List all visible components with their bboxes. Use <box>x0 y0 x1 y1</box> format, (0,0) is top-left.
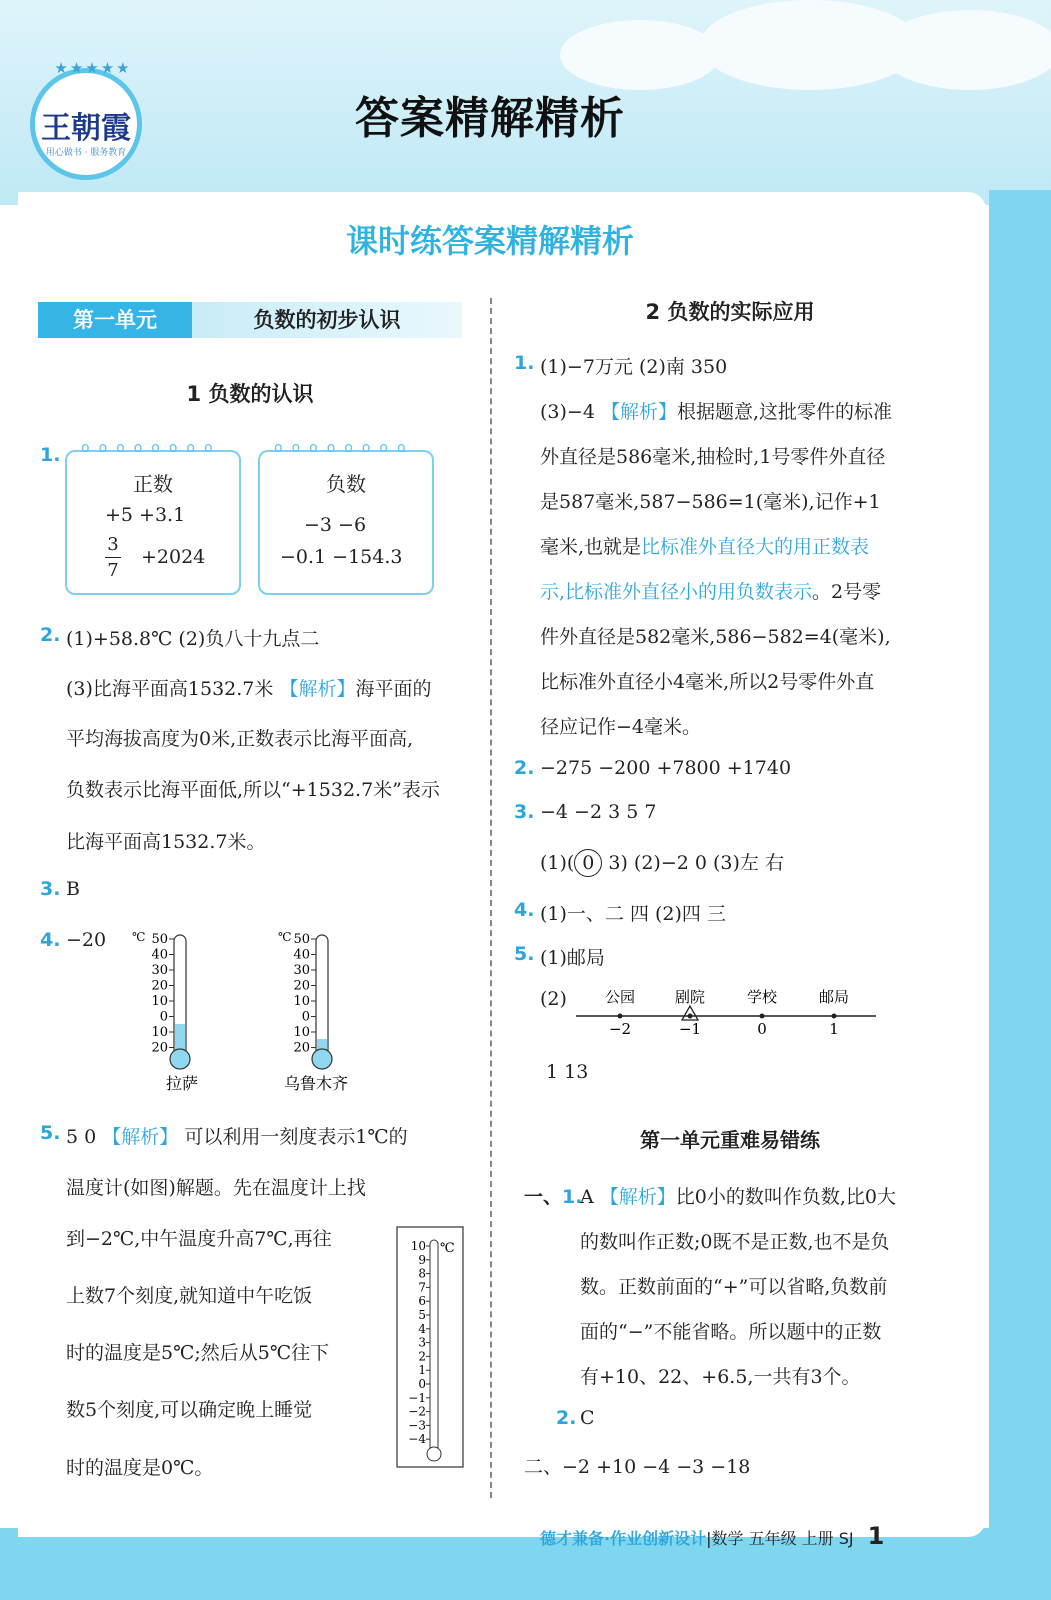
answer-line: 负数表示比海平面低,所以“+1532.7米”表示 <box>66 779 440 801</box>
analysis-tag: 【解析】 <box>599 1186 676 1208</box>
cloud-decoration <box>560 20 720 90</box>
analysis-tag: 【解析】 <box>600 401 677 423</box>
scale-label: 10 <box>151 994 168 1009</box>
question-number: 3. <box>40 878 61 900</box>
scale-label: 40 <box>293 947 310 963</box>
place-label: 学校 <box>746 988 778 1006</box>
footer-brand: 德才兼备·作业创新设计 <box>540 1529 707 1548</box>
answer-text: A <box>580 1186 600 1208</box>
unit-topic: 负数的初步认识 <box>192 302 462 338</box>
answer-text: 5 0 <box>66 1126 103 1148</box>
footer-subject: |数学 五年级 上册 SJ <box>706 1529 854 1548</box>
scale-label: 50 <box>293 932 310 947</box>
answer-line: (1)一、二 四 (2)四 三 <box>540 903 726 925</box>
unit-label: 第一单元 <box>38 302 192 338</box>
lesson-title: 1 负数的认识 <box>186 382 314 406</box>
answer-line: 数5个刻度,可以确定晚上睡觉 <box>66 1399 313 1421</box>
fraction-bar <box>105 557 121 558</box>
city-label: 拉萨 <box>166 1074 199 1093</box>
answer-text: 毫米,也就是 <box>540 536 642 558</box>
page-border-bottom <box>0 1528 1051 1600</box>
scale-label: 0 <box>418 1377 426 1391</box>
answer-line <box>540 397 892 424</box>
scale-label: 5 <box>418 1308 426 1322</box>
answer-text: (3)比海平面高1532.7米 <box>66 678 280 700</box>
binder-rings-icon: oooooooo <box>274 440 415 456</box>
scale-label: 10 <box>293 994 310 1009</box>
fraction <box>103 534 123 581</box>
answer-line: (1)+58.8℃ (2)负八十九点二 <box>66 628 320 650</box>
scale-label: 30 <box>151 963 168 978</box>
answer-line <box>540 848 784 877</box>
answer-line: 数。正数前面的“+”可以省略,负数前 <box>580 1276 888 1298</box>
answer-line: 比海平面高1532.7米。 <box>66 831 266 853</box>
answer-line: −20 <box>66 929 107 951</box>
circled-answer: 0 <box>574 849 602 877</box>
question-number: 1. <box>40 444 61 466</box>
answer-line: 外直径是586毫米,抽检时,1号零件外直径 <box>540 446 886 468</box>
scale-label: 40 <box>151 947 168 963</box>
question-number: 2. <box>40 624 61 646</box>
axis-label: −2 <box>608 1020 632 1038</box>
logo-text: 王朝霞 <box>41 111 131 146</box>
answer-line: (1)邮局 <box>540 947 605 969</box>
answer-text: 根据题意,这批零件的标准 <box>676 401 893 423</box>
place-label: 邮局 <box>818 988 850 1006</box>
card-row: +5 +3.1 <box>105 504 186 526</box>
logo-subtext: 用心做书 · 服务教育 <box>45 148 127 158</box>
section-title: 课时练答案精解精析 <box>345 222 634 260</box>
thermometer-tube <box>316 935 328 1057</box>
answer-line: 1 13 <box>546 1061 589 1083</box>
answer-line: (2) <box>540 988 567 1010</box>
card-row: −0.1 −154.3 <box>280 546 403 568</box>
answer-line <box>66 1122 408 1149</box>
page-footer <box>540 1522 884 1550</box>
scale-label: 30 <box>293 963 310 978</box>
question-number: 3. <box>514 801 535 823</box>
thermometer-figures <box>128 925 388 1095</box>
answer-line: 径应记作−4毫米。 <box>540 716 702 738</box>
scale-label: 10 <box>410 1239 426 1253</box>
number-line-diagram <box>576 982 880 1042</box>
answer-text: −2 +10 −4 −3 −18 <box>562 1456 751 1478</box>
answer-line: −275 −200 +7800 +1740 <box>540 757 792 779</box>
axis-label: 1 <box>829 1020 839 1038</box>
city-label: 乌鲁木齐 <box>284 1074 349 1093</box>
scale-label: −4 <box>408 1432 426 1447</box>
binder-rings-icon: oooooooo <box>81 440 222 456</box>
scale-label: 20 <box>151 978 168 994</box>
answer-line: 有+10、22、+6.5,一共有3个。 <box>580 1366 861 1388</box>
part-prefix: 一、 <box>524 1186 563 1208</box>
answer-text: 可以利用一刻度表示1℃的 <box>178 1126 408 1148</box>
thermometer-unit: ℃ <box>132 930 146 944</box>
thermometer-urumqi <box>278 930 348 1093</box>
scale-label: 20 <box>293 978 310 994</box>
answer-line: 到−2℃,中午温度升高7℃,再往 <box>66 1228 332 1250</box>
answer-line: B <box>66 878 80 900</box>
fraction-denominator: 7 <box>107 560 119 581</box>
analysis-tag: 【解析】 <box>102 1126 179 1148</box>
scale-label: 3 <box>418 1335 426 1350</box>
question-number-text: 1. <box>562 1186 583 1208</box>
column-divider <box>490 298 492 1498</box>
thermometer-bulb <box>170 1049 190 1069</box>
card-row: +2024 <box>141 546 206 568</box>
scale-label: 9 <box>418 1252 426 1267</box>
scale-label: 8 <box>418 1266 426 1281</box>
page-border-right <box>989 190 1051 1600</box>
scale-label: 1 <box>418 1363 426 1378</box>
question-number: 2. <box>514 757 535 779</box>
review-title: 第一单元重难易错练 <box>640 1128 820 1152</box>
card-title: 负数 <box>326 472 366 496</box>
answer-line: 是587毫米,587−586=1(毫米),记作+1 <box>540 491 881 513</box>
answer-line: 的数叫作正数;0既不是正数,也不是负 <box>580 1231 890 1253</box>
thermometer-bulb <box>427 1447 441 1461</box>
analysis-tag: 【解析】 <box>279 678 356 700</box>
place-label: 公园 <box>604 988 636 1006</box>
answer-line <box>66 674 431 701</box>
thermometer-bulb <box>312 1049 332 1069</box>
answer-line: 比标准外直径小4毫米,所以2号零件外直 <box>540 671 875 693</box>
answer-text: 3) (2)−2 0 (3)左 右 <box>602 852 784 874</box>
question-number: 4. <box>514 899 535 921</box>
negative-number-card <box>258 440 434 595</box>
axis-label: −1 <box>678 1020 702 1038</box>
thermometer-lhasa <box>132 930 198 1093</box>
positive-number-card <box>65 440 241 595</box>
axis-label: 0 <box>757 1020 767 1038</box>
question-number: 4. <box>40 929 61 951</box>
scale-label: 6 <box>418 1294 426 1309</box>
answer-line: 件外直径是582毫米,586−582=4(毫米), <box>540 626 891 648</box>
scale-label: 0 <box>301 1009 310 1025</box>
scale-label: 20 <box>293 1040 310 1056</box>
scale-thermometer <box>396 1226 466 1471</box>
scale-label: 4 <box>418 1321 426 1336</box>
number-line-point <box>618 1014 623 1019</box>
answer-text: 比0小的数叫作负数,比0大 <box>675 1186 896 1208</box>
answer-line: 时的温度是0℃。 <box>66 1457 214 1479</box>
answer-line: 平均海拔高度为0米,正数表示比海平面高, <box>66 728 414 750</box>
thermometer-unit: ℃ <box>440 1241 455 1256</box>
answer-line: (1)−7万元 (2)南 350 <box>540 356 728 378</box>
answer-line: 面的“−”不能省略。所以题中的正数 <box>580 1321 882 1343</box>
answer-line: C <box>580 1407 595 1429</box>
number-line-point <box>832 1014 837 1019</box>
scale-label: 7 <box>418 1280 426 1295</box>
scale-label: 20 <box>151 1040 168 1056</box>
answer-text: 。2号零 <box>812 581 882 603</box>
fraction-numerator: 3 <box>107 534 119 555</box>
scale-label: −2 <box>408 1404 426 1419</box>
answer-line: 时的温度是5℃;然后从5℃往下 <box>66 1342 330 1364</box>
number-line-point <box>688 1014 693 1019</box>
answer-line <box>524 1452 750 1479</box>
scale-label: −3 <box>408 1418 426 1433</box>
question-number <box>524 1182 582 1209</box>
place-label: 剧院 <box>674 988 706 1006</box>
page-number: 1 <box>867 1522 885 1550</box>
scale-label: 10 <box>293 1025 310 1040</box>
thermometer-tube <box>430 1240 438 1452</box>
question-number: 2. <box>556 1407 577 1429</box>
highlighted-text: 比标准外直径大的用正数表 <box>641 536 870 558</box>
scale-label: −1 <box>408 1390 426 1405</box>
scale-label: 50 <box>151 932 168 947</box>
answer-text: (1)( <box>540 852 575 874</box>
page-title: 答案精解精析 <box>355 93 625 144</box>
cloud-decoration <box>880 10 1051 90</box>
question-number: 1. <box>514 352 535 374</box>
scale-label: 0 <box>159 1009 168 1025</box>
answer-line <box>580 1182 896 1209</box>
highlighted-text: 示,比标准外直径小的用负数表示 <box>540 581 813 603</box>
answer-text: 海平面的 <box>355 678 432 700</box>
answer-line: −4 −2 3 5 7 <box>540 801 657 823</box>
scale-label: 10 <box>151 1025 168 1040</box>
star-icons: ★★★★★ <box>54 59 132 77</box>
answer-line: 上数7个刻度,就知道中午吃饭 <box>66 1285 313 1307</box>
answer-text: (3)−4 <box>540 401 601 423</box>
card-row: −3 −6 <box>304 514 367 536</box>
question-number: 5. <box>514 943 535 965</box>
lesson-title: 2 负数的实际应用 <box>645 300 815 324</box>
answer-line <box>540 532 869 559</box>
answer-line <box>540 577 881 604</box>
answer-line: 温度计(如图)解题。先在温度计上找 <box>66 1177 366 1199</box>
number-line-point <box>760 1014 765 1019</box>
scale-label: 2 <box>418 1349 426 1364</box>
question-number: 5. <box>40 1122 61 1144</box>
card-title: 正数 <box>133 472 173 496</box>
part-prefix: 二、 <box>524 1456 563 1478</box>
thermometer-unit: ℃ <box>278 930 292 944</box>
